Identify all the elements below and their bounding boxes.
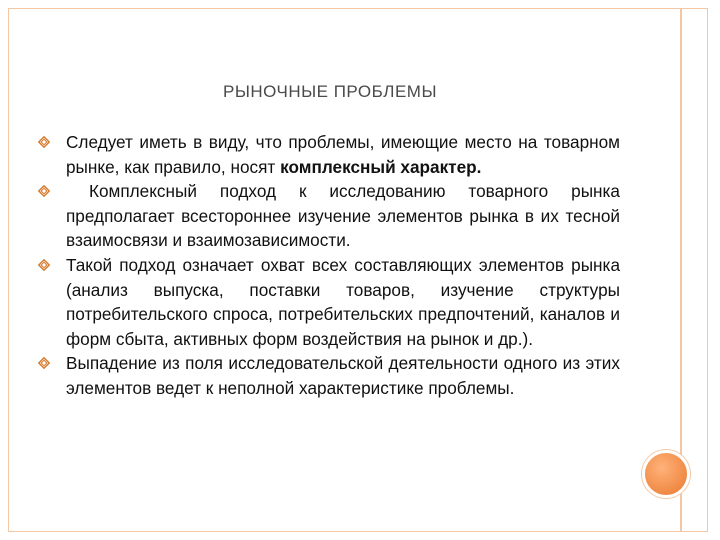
list-item-text: Выпадение из поля исследовательской деятельности одного из этих элементов ведет к неполной характеристике проблемы.: [66, 353, 620, 398]
list-item: [38, 253, 620, 351]
list-item: [38, 179, 620, 253]
bullet-list: [38, 130, 620, 401]
list-item-bold-text: комплексный характер.: [280, 156, 482, 177]
diamond-outline-icon: [38, 357, 50, 369]
diamond-outline-icon: [38, 259, 50, 271]
list-item: [38, 351, 620, 400]
list-item-text: Такой подход означает охват всех составляющих элементов рынка (анализ выпуска, поставки товаров, изучение структуры потребительского спроса, потребительских предпочтений, каналов и форм сбыта, активных форм воздействия на рынок и др.).: [66, 254, 620, 349]
list-item-text: Комплексный подход к исследованию товарного рынка предполагает всестороннее изучение элементов рынка в их тесной взаимосвязи и взаимозависимости.: [66, 181, 620, 251]
diamond-outline-icon: [38, 136, 50, 148]
diamond-outline-icon: [38, 185, 50, 197]
list-item: [38, 130, 620, 179]
list-item-text: Следует иметь в виду, что проблемы, имеющие место на товарном рынке, как правило, носят: [66, 132, 620, 177]
decorative-orb: [642, 450, 690, 498]
slide-title: РЫНОЧНЫЕ ПРОБЛЕМЫ: [222, 82, 437, 101]
slide-right-rule: [680, 8, 682, 532]
